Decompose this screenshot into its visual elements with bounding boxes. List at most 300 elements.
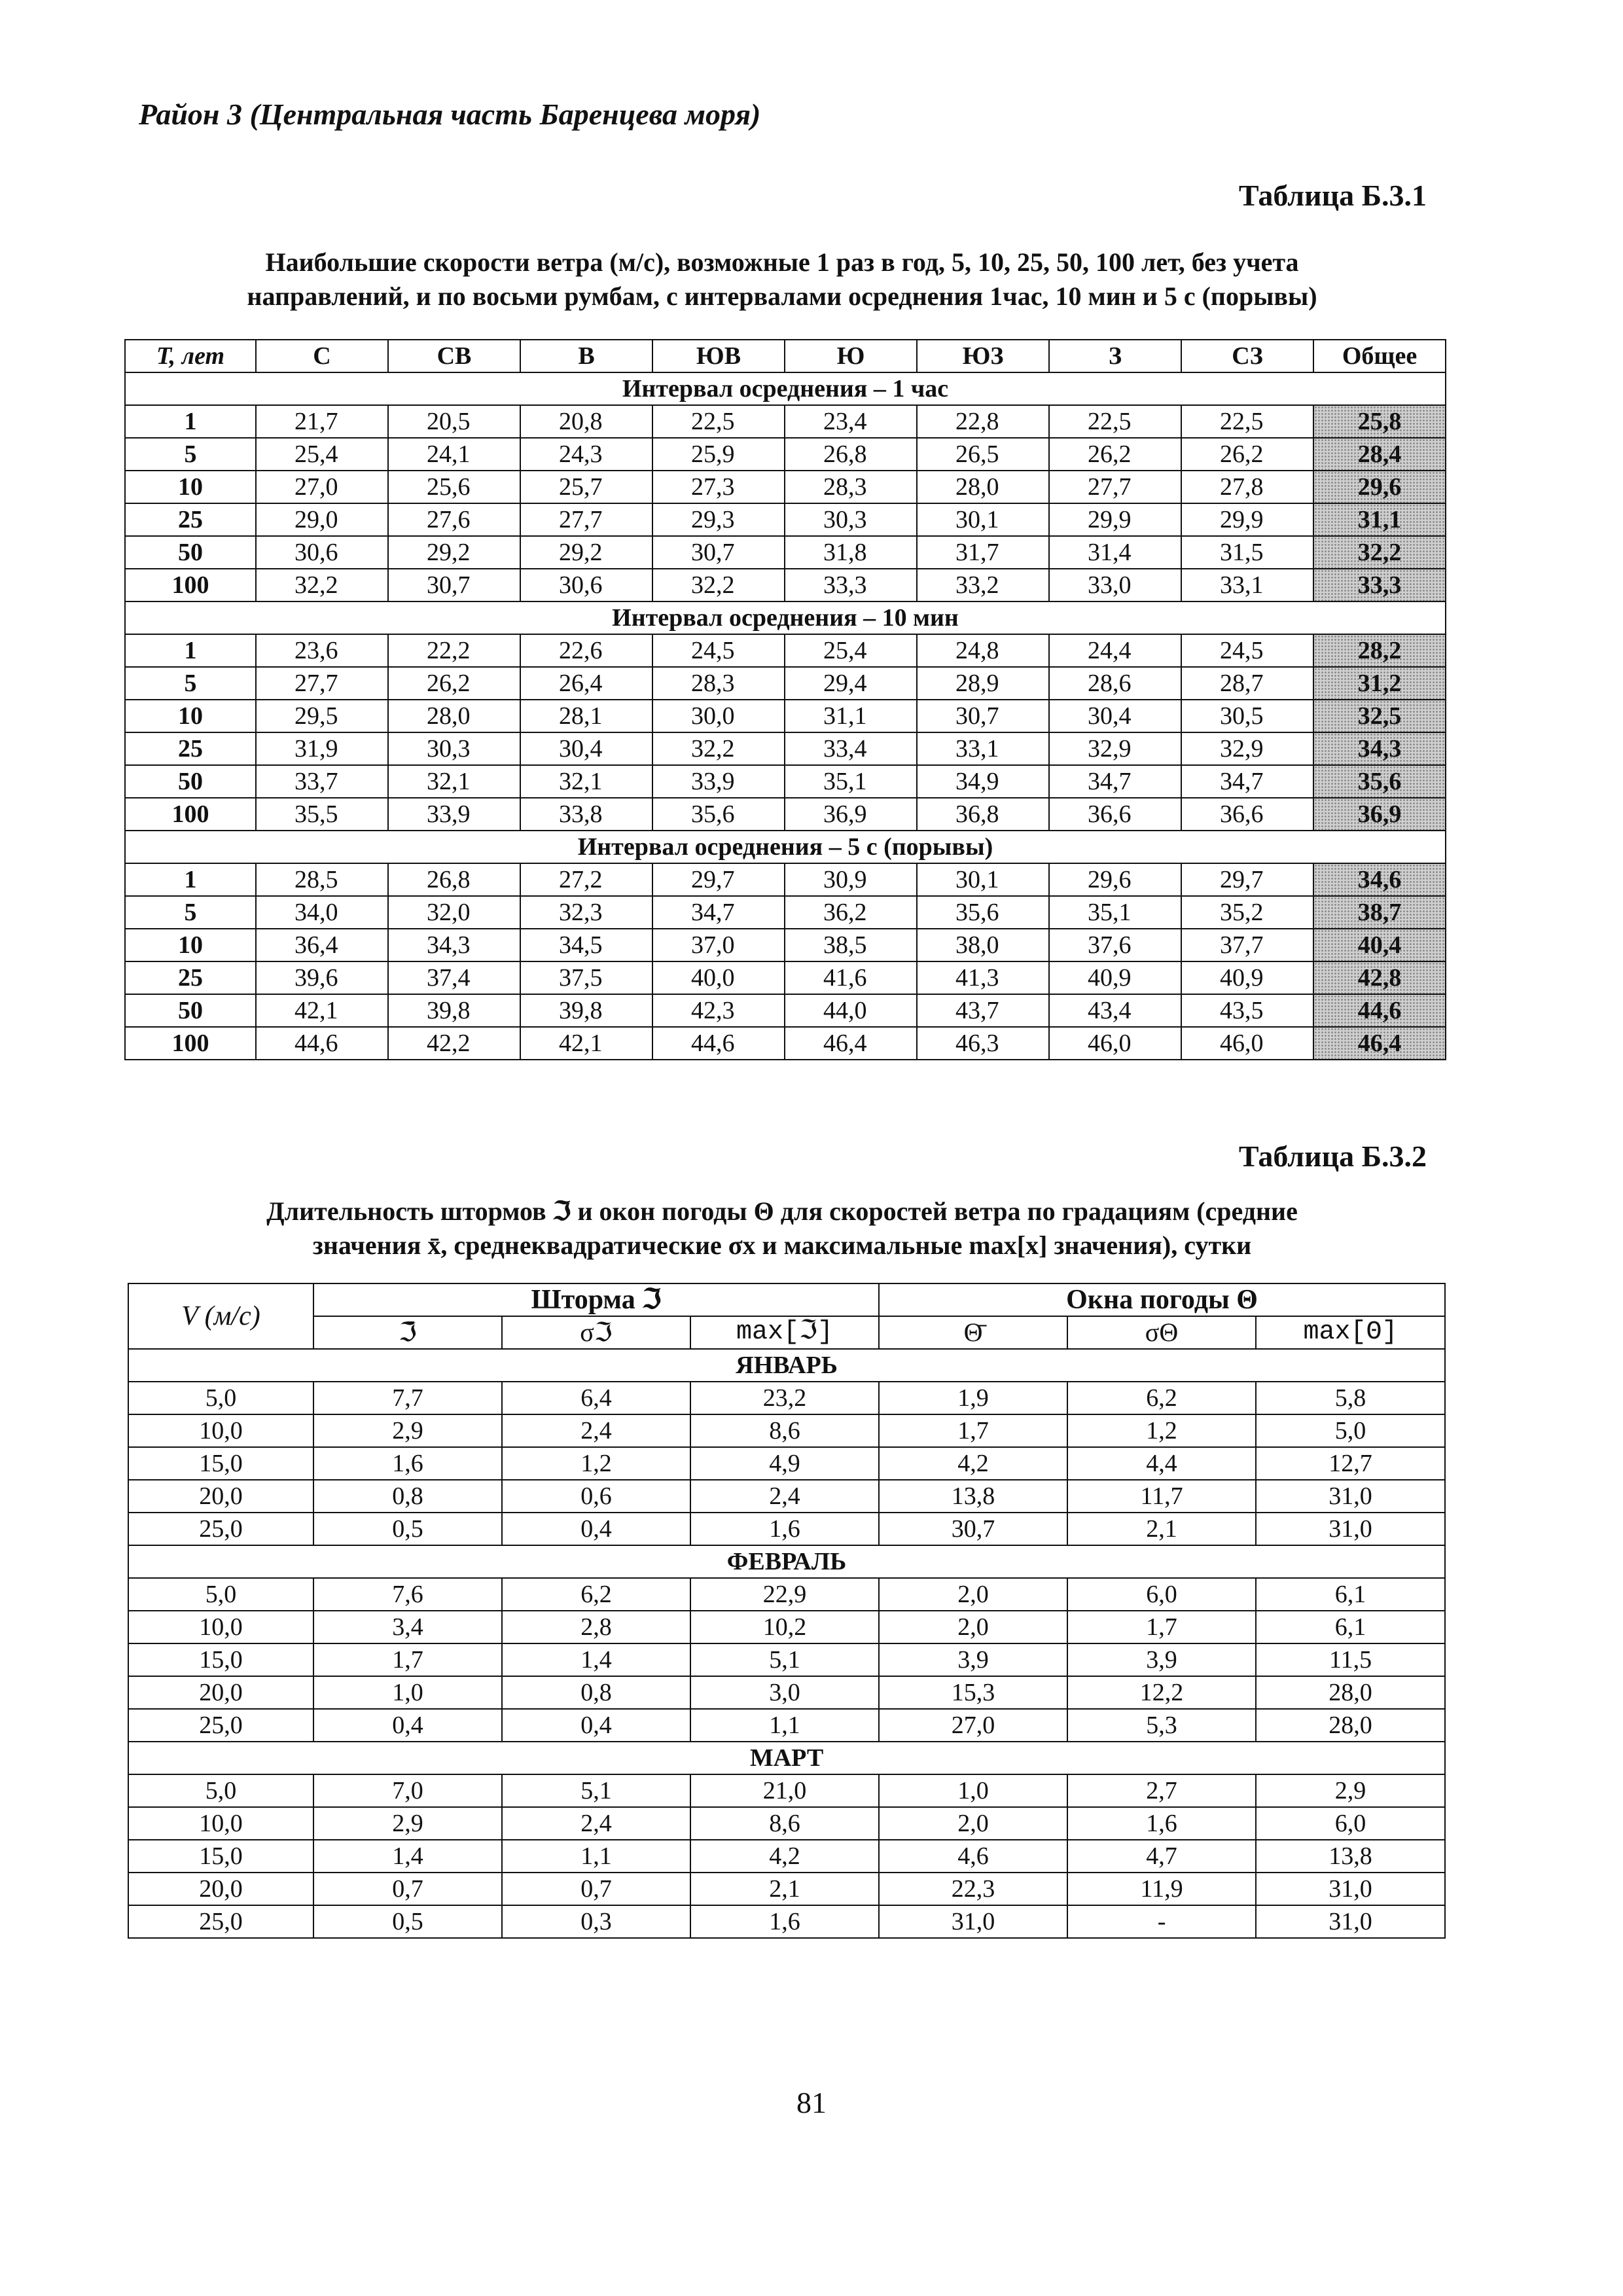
month-row xyxy=(128,1545,1445,1578)
total-cell: 38,7 xyxy=(1313,896,1446,929)
table-row xyxy=(128,1513,1445,1545)
header-storm-sigma: σℑ xyxy=(502,1316,690,1349)
return-period-cell: 1 xyxy=(125,634,256,667)
header-window-mean: Θ̄ xyxy=(879,1316,1067,1349)
wind-speed-cell: 5,0 xyxy=(128,1382,313,1414)
value-cell: 28,0 xyxy=(1256,1676,1445,1709)
return-period-cell: 5 xyxy=(125,667,256,700)
speed-cell: 33,0 xyxy=(1049,569,1181,601)
value-cell: 2,7 xyxy=(1067,1774,1256,1807)
value-cell: 2,4 xyxy=(502,1807,690,1840)
speed-cell: 42,3 xyxy=(652,994,785,1027)
value-cell: 4,2 xyxy=(879,1447,1067,1480)
table-row xyxy=(128,1807,1445,1840)
value-cell: 30,7 xyxy=(879,1513,1067,1545)
wind-speed-cell: 5,0 xyxy=(128,1774,313,1807)
value-cell: 13,8 xyxy=(879,1480,1067,1513)
table-row xyxy=(128,1905,1445,1938)
speed-cell: 33,3 xyxy=(785,569,917,601)
speed-cell: 28,3 xyxy=(785,471,917,503)
value-cell: 0,5 xyxy=(313,1905,502,1938)
table-row xyxy=(125,732,1446,765)
total-cell: 31,2 xyxy=(1313,667,1446,700)
speed-cell: 38,5 xyxy=(785,929,917,961)
value-cell: 1,2 xyxy=(502,1447,690,1480)
value-cell: 3,0 xyxy=(690,1676,879,1709)
value-cell: 2,1 xyxy=(1067,1513,1256,1545)
value-cell: 0,7 xyxy=(313,1873,502,1905)
value-cell: 6,2 xyxy=(502,1578,690,1611)
value-cell: 6,4 xyxy=(502,1382,690,1414)
return-period-cell: 100 xyxy=(125,1027,256,1060)
wind-speed-cell: 20,0 xyxy=(128,1480,313,1513)
speed-cell: 44,6 xyxy=(652,1027,785,1060)
table-row xyxy=(125,667,1446,700)
speed-cell: 26,2 xyxy=(1049,438,1181,471)
table-row xyxy=(125,1027,1446,1060)
value-cell: 22,3 xyxy=(879,1873,1067,1905)
value-cell: 7,7 xyxy=(313,1382,502,1414)
header-storm-max: max[ℑ] xyxy=(690,1316,879,1349)
speed-cell: 29,0 xyxy=(256,503,388,536)
return-period-cell: 10 xyxy=(125,471,256,503)
speed-cell: 27,7 xyxy=(520,503,652,536)
speed-cell: 39,8 xyxy=(388,994,520,1027)
speed-cell: 24,8 xyxy=(917,634,1049,667)
speed-cell: 29,3 xyxy=(652,503,785,536)
speed-cell: 40,0 xyxy=(652,961,785,994)
value-cell: 4,2 xyxy=(690,1840,879,1873)
total-cell: 29,6 xyxy=(1313,471,1446,503)
value-cell: 11,9 xyxy=(1067,1873,1256,1905)
value-cell: 0,4 xyxy=(313,1709,502,1742)
speed-cell: 28,0 xyxy=(917,471,1049,503)
table2-header-row2 xyxy=(128,1316,1445,1349)
speed-cell: 28,7 xyxy=(1181,667,1313,700)
value-cell: 2,4 xyxy=(690,1480,879,1513)
header-window-sigma: σΘ xyxy=(1067,1316,1256,1349)
return-period-cell: 50 xyxy=(125,765,256,798)
month-title: ЯНВАРЬ xyxy=(128,1349,1445,1382)
speed-cell: 32,0 xyxy=(388,896,520,929)
table1-header-row xyxy=(125,340,1446,372)
value-cell: 1,6 xyxy=(690,1905,879,1938)
table-row xyxy=(128,1676,1445,1709)
speed-cell: 22,5 xyxy=(652,405,785,438)
wind-speed-cell: 10,0 xyxy=(128,1414,313,1447)
speed-cell: 46,3 xyxy=(917,1027,1049,1060)
table1-caption-line2: направлений, и по восьми румбам, с интервалами осреднения 1час, 10 мин и 5 с (порывы) xyxy=(247,281,1317,311)
speed-cell: 28,9 xyxy=(917,667,1049,700)
speed-cell: 28,0 xyxy=(388,700,520,732)
table2-header-row1 xyxy=(128,1283,1445,1316)
value-cell: 31,0 xyxy=(879,1905,1067,1938)
wind-speed-cell: 15,0 xyxy=(128,1643,313,1676)
speed-cell: 37,6 xyxy=(1049,929,1181,961)
speed-cell: 30,3 xyxy=(388,732,520,765)
speed-cell: 40,9 xyxy=(1181,961,1313,994)
value-cell: 0,5 xyxy=(313,1513,502,1545)
speed-cell: 30,6 xyxy=(520,569,652,601)
speed-cell: 30,4 xyxy=(1049,700,1181,732)
value-cell: 4,6 xyxy=(879,1840,1067,1873)
speed-cell: 41,3 xyxy=(917,961,1049,994)
table-row xyxy=(125,438,1446,471)
value-cell: 5,1 xyxy=(690,1643,879,1676)
speed-cell: 35,5 xyxy=(256,798,388,831)
speed-cell: 20,8 xyxy=(520,405,652,438)
table-row xyxy=(125,569,1446,601)
value-cell: 4,7 xyxy=(1067,1840,1256,1873)
wind-speed-cell: 20,0 xyxy=(128,1676,313,1709)
total-cell: 32,2 xyxy=(1313,536,1446,569)
speed-cell: 42,2 xyxy=(388,1027,520,1060)
table-row xyxy=(125,961,1446,994)
speed-cell: 42,1 xyxy=(520,1027,652,1060)
value-cell: 6,0 xyxy=(1256,1807,1445,1840)
section-row xyxy=(125,372,1446,405)
value-cell: 22,9 xyxy=(690,1578,879,1611)
value-cell: 21,0 xyxy=(690,1774,879,1807)
table-row xyxy=(125,863,1446,896)
header-ne: СВ xyxy=(388,340,520,372)
value-cell: 5,0 xyxy=(1256,1414,1445,1447)
header-n: С xyxy=(256,340,388,372)
return-period-cell: 1 xyxy=(125,863,256,896)
return-period-cell: 100 xyxy=(125,569,256,601)
value-cell: 0,4 xyxy=(502,1709,690,1742)
total-cell: 44,6 xyxy=(1313,994,1446,1027)
table-row xyxy=(125,896,1446,929)
speed-cell: 36,6 xyxy=(1049,798,1181,831)
header-storm-mean: ℑ̄ xyxy=(313,1316,502,1349)
speed-cell: 36,6 xyxy=(1181,798,1313,831)
speed-cell: 28,3 xyxy=(652,667,785,700)
speed-cell: 28,5 xyxy=(256,863,388,896)
speed-cell: 22,5 xyxy=(1181,405,1313,438)
value-cell: 0,7 xyxy=(502,1873,690,1905)
table-row xyxy=(128,1480,1445,1513)
header-period: T, лет xyxy=(125,340,256,372)
speed-cell: 37,4 xyxy=(388,961,520,994)
value-cell: 11,5 xyxy=(1256,1643,1445,1676)
speed-cell: 38,0 xyxy=(917,929,1049,961)
speed-cell: 31,4 xyxy=(1049,536,1181,569)
wind-speed-cell: 20,0 xyxy=(128,1873,313,1905)
speed-cell: 27,0 xyxy=(256,471,388,503)
value-cell: 1,6 xyxy=(313,1447,502,1480)
speed-cell: 39,8 xyxy=(520,994,652,1027)
speed-cell: 24,5 xyxy=(652,634,785,667)
speed-cell: 24,1 xyxy=(388,438,520,471)
return-period-cell: 5 xyxy=(125,896,256,929)
speed-cell: 43,5 xyxy=(1181,994,1313,1027)
speed-cell: 36,9 xyxy=(785,798,917,831)
value-cell: 8,6 xyxy=(690,1807,879,1840)
storm-duration-table xyxy=(128,1283,1446,1939)
speed-cell: 29,7 xyxy=(652,863,785,896)
region-title: Район 3 (Центральная часть Баренцева моря) xyxy=(139,98,761,131)
return-period-cell: 50 xyxy=(125,536,256,569)
wind-speed-cell: 5,0 xyxy=(128,1578,313,1611)
wind-speed-table xyxy=(124,339,1446,1060)
speed-cell: 46,4 xyxy=(785,1027,917,1060)
speed-cell: 34,0 xyxy=(256,896,388,929)
value-cell: 2,0 xyxy=(879,1611,1067,1643)
table-row xyxy=(128,1382,1445,1414)
total-cell: 31,1 xyxy=(1313,503,1446,536)
total-cell: 35,6 xyxy=(1313,765,1446,798)
speed-cell: 24,4 xyxy=(1049,634,1181,667)
section-title: Интервал осреднения – 1 час xyxy=(125,372,1446,405)
speed-cell: 35,1 xyxy=(785,765,917,798)
speed-cell: 37,7 xyxy=(1181,929,1313,961)
table-row xyxy=(128,1643,1445,1676)
wind-speed-cell: 25,0 xyxy=(128,1709,313,1742)
value-cell: 1,4 xyxy=(313,1840,502,1873)
wind-speed-cell: 15,0 xyxy=(128,1447,313,1480)
total-cell: 34,6 xyxy=(1313,863,1446,896)
value-cell: 6,1 xyxy=(1256,1578,1445,1611)
speed-cell: 27,7 xyxy=(1049,471,1181,503)
speed-cell: 26,2 xyxy=(388,667,520,700)
speed-cell: 33,8 xyxy=(520,798,652,831)
table-row xyxy=(128,1414,1445,1447)
speed-cell: 28,6 xyxy=(1049,667,1181,700)
value-cell: - xyxy=(1067,1905,1256,1938)
value-cell: 3,4 xyxy=(313,1611,502,1643)
table-row xyxy=(125,634,1446,667)
value-cell: 2,8 xyxy=(502,1611,690,1643)
speed-cell: 25,4 xyxy=(785,634,917,667)
header-sw: ЮЗ xyxy=(917,340,1049,372)
speed-cell: 29,9 xyxy=(1049,503,1181,536)
value-cell: 4,4 xyxy=(1067,1447,1256,1480)
value-cell: 1,7 xyxy=(313,1643,502,1676)
value-cell: 3,9 xyxy=(1067,1643,1256,1676)
value-cell: 1,1 xyxy=(690,1709,879,1742)
month-title: МАРТ xyxy=(128,1742,1445,1774)
value-cell: 2,0 xyxy=(879,1807,1067,1840)
return-period-cell: 25 xyxy=(125,503,256,536)
return-period-cell: 25 xyxy=(125,961,256,994)
table-row xyxy=(125,765,1446,798)
speed-cell: 46,0 xyxy=(1049,1027,1181,1060)
speed-cell: 29,4 xyxy=(785,667,917,700)
value-cell: 31,0 xyxy=(1256,1513,1445,1545)
speed-cell: 30,7 xyxy=(652,536,785,569)
header-storms: Шторма ℑ xyxy=(313,1283,879,1316)
value-cell: 6,1 xyxy=(1256,1611,1445,1643)
table-row xyxy=(125,405,1446,438)
speed-cell: 30,5 xyxy=(1181,700,1313,732)
speed-cell: 27,8 xyxy=(1181,471,1313,503)
value-cell: 3,9 xyxy=(879,1643,1067,1676)
speed-cell: 30,7 xyxy=(388,569,520,601)
speed-cell: 43,7 xyxy=(917,994,1049,1027)
speed-cell: 28,1 xyxy=(520,700,652,732)
table-row xyxy=(125,929,1446,961)
speed-cell: 29,7 xyxy=(1181,863,1313,896)
table-row xyxy=(125,798,1446,831)
speed-cell: 26,8 xyxy=(388,863,520,896)
value-cell: 2,0 xyxy=(879,1578,1067,1611)
speed-cell: 32,2 xyxy=(652,732,785,765)
speed-cell: 32,9 xyxy=(1049,732,1181,765)
value-cell: 5,1 xyxy=(502,1774,690,1807)
speed-cell: 42,1 xyxy=(256,994,388,1027)
return-period-cell: 50 xyxy=(125,994,256,1027)
speed-cell: 37,0 xyxy=(652,929,785,961)
value-cell: 0,8 xyxy=(502,1676,690,1709)
speed-cell: 33,9 xyxy=(652,765,785,798)
value-cell: 2,9 xyxy=(313,1414,502,1447)
speed-cell: 32,1 xyxy=(520,765,652,798)
speed-cell: 33,9 xyxy=(388,798,520,831)
value-cell: 2,9 xyxy=(313,1807,502,1840)
value-cell: 28,0 xyxy=(1256,1709,1445,1742)
speed-cell: 32,9 xyxy=(1181,732,1313,765)
speed-cell: 33,2 xyxy=(917,569,1049,601)
value-cell: 0,4 xyxy=(502,1513,690,1545)
table-row xyxy=(125,700,1446,732)
speed-cell: 35,2 xyxy=(1181,896,1313,929)
total-cell: 36,9 xyxy=(1313,798,1446,831)
speed-cell: 35,6 xyxy=(917,896,1049,929)
speed-cell: 30,3 xyxy=(785,503,917,536)
header-se: ЮВ xyxy=(652,340,785,372)
value-cell: 1,2 xyxy=(1067,1414,1256,1447)
speed-cell: 31,7 xyxy=(917,536,1049,569)
return-period-cell: 25 xyxy=(125,732,256,765)
speed-cell: 22,5 xyxy=(1049,405,1181,438)
value-cell: 1,4 xyxy=(502,1643,690,1676)
value-cell: 4,9 xyxy=(690,1447,879,1480)
table-row xyxy=(125,536,1446,569)
speed-cell: 27,3 xyxy=(652,471,785,503)
speed-cell: 32,1 xyxy=(388,765,520,798)
value-cell: 8,6 xyxy=(690,1414,879,1447)
speed-cell: 32,3 xyxy=(520,896,652,929)
value-cell: 11,7 xyxy=(1067,1480,1256,1513)
value-cell: 2,9 xyxy=(1256,1774,1445,1807)
speed-cell: 34,7 xyxy=(1049,765,1181,798)
wind-speed-cell: 10,0 xyxy=(128,1611,313,1643)
month-title: ФЕВРАЛЬ xyxy=(128,1545,1445,1578)
value-cell: 6,0 xyxy=(1067,1578,1256,1611)
speed-cell: 26,8 xyxy=(785,438,917,471)
speed-cell: 22,6 xyxy=(520,634,652,667)
header-total: Общее xyxy=(1313,340,1446,372)
table2-caption-line1: Длительность штормов ℑ и окон погоды Θ для скоростей ветра по градациям (средние xyxy=(266,1196,1298,1226)
speed-cell: 26,2 xyxy=(1181,438,1313,471)
header-v: V (м/с) xyxy=(128,1283,313,1349)
table1-caption xyxy=(124,245,1440,314)
speed-cell: 20,5 xyxy=(388,405,520,438)
value-cell: 27,0 xyxy=(879,1709,1067,1742)
value-cell: 1,0 xyxy=(879,1774,1067,1807)
table-row xyxy=(128,1709,1445,1742)
value-cell: 10,2 xyxy=(690,1611,879,1643)
speed-cell: 36,8 xyxy=(917,798,1049,831)
table-row xyxy=(128,1774,1445,1807)
speed-cell: 34,7 xyxy=(652,896,785,929)
table2-caption xyxy=(124,1194,1440,1263)
value-cell: 1,6 xyxy=(690,1513,879,1545)
value-cell: 5,3 xyxy=(1067,1709,1256,1742)
page-number: 81 xyxy=(796,2086,827,2119)
speed-cell: 34,3 xyxy=(388,929,520,961)
table-row xyxy=(125,503,1446,536)
speed-cell: 30,4 xyxy=(520,732,652,765)
value-cell: 12,7 xyxy=(1256,1447,1445,1480)
speed-cell: 27,6 xyxy=(388,503,520,536)
value-cell: 31,0 xyxy=(1256,1905,1445,1938)
value-cell: 0,3 xyxy=(502,1905,690,1938)
value-cell: 13,8 xyxy=(1256,1840,1445,1873)
value-cell: 1,6 xyxy=(1067,1807,1256,1840)
speed-cell: 44,6 xyxy=(256,1027,388,1060)
table2-caption-line2: значения x̄, среднеквадратические σx и максимальные max[x] значения), сутки xyxy=(312,1230,1252,1260)
speed-cell: 30,9 xyxy=(785,863,917,896)
speed-cell: 26,5 xyxy=(917,438,1049,471)
speed-cell: 32,2 xyxy=(652,569,785,601)
section-row xyxy=(125,831,1446,863)
speed-cell: 22,2 xyxy=(388,634,520,667)
total-cell: 46,4 xyxy=(1313,1027,1446,1060)
speed-cell: 34,7 xyxy=(1181,765,1313,798)
speed-cell: 36,4 xyxy=(256,929,388,961)
speed-cell: 36,2 xyxy=(785,896,917,929)
return-period-cell: 100 xyxy=(125,798,256,831)
speed-cell: 24,5 xyxy=(1181,634,1313,667)
speed-cell: 29,5 xyxy=(256,700,388,732)
speed-cell: 25,4 xyxy=(256,438,388,471)
table2-label: Таблица Б.3.2 xyxy=(1238,1139,1427,1173)
speed-cell: 30,1 xyxy=(917,503,1049,536)
speed-cell: 44,0 xyxy=(785,994,917,1027)
header-nw: СЗ xyxy=(1181,340,1313,372)
value-cell: 15,3 xyxy=(879,1676,1067,1709)
total-cell: 28,4 xyxy=(1313,438,1446,471)
speed-cell: 26,4 xyxy=(520,667,652,700)
speed-cell: 30,7 xyxy=(917,700,1049,732)
value-cell: 31,0 xyxy=(1256,1873,1445,1905)
speed-cell: 43,4 xyxy=(1049,994,1181,1027)
speed-cell: 25,6 xyxy=(388,471,520,503)
table-row xyxy=(128,1578,1445,1611)
speed-cell: 25,7 xyxy=(520,471,652,503)
value-cell: 1,7 xyxy=(1067,1611,1256,1643)
return-period-cell: 1 xyxy=(125,405,256,438)
speed-cell: 29,9 xyxy=(1181,503,1313,536)
speed-cell: 29,2 xyxy=(388,536,520,569)
table-row xyxy=(125,994,1446,1027)
speed-cell: 31,8 xyxy=(785,536,917,569)
wind-speed-cell: 25,0 xyxy=(128,1513,313,1545)
section-title: Интервал осреднения – 5 с (порывы) xyxy=(125,831,1446,863)
speed-cell: 41,6 xyxy=(785,961,917,994)
value-cell: 5,8 xyxy=(1256,1382,1445,1414)
speed-cell: 34,5 xyxy=(520,929,652,961)
total-cell: 25,8 xyxy=(1313,405,1446,438)
speed-cell: 33,1 xyxy=(1181,569,1313,601)
header-weather-windows: Окна погоды Θ xyxy=(879,1283,1445,1316)
table1-caption-line1: Наибольшие скорости ветра (м/с), возможные 1 раз в год, 5, 10, 25, 50, 100 лет, без учета xyxy=(265,247,1299,277)
value-cell: 12,2 xyxy=(1067,1676,1256,1709)
return-period-cell: 10 xyxy=(125,700,256,732)
speed-cell: 31,1 xyxy=(785,700,917,732)
